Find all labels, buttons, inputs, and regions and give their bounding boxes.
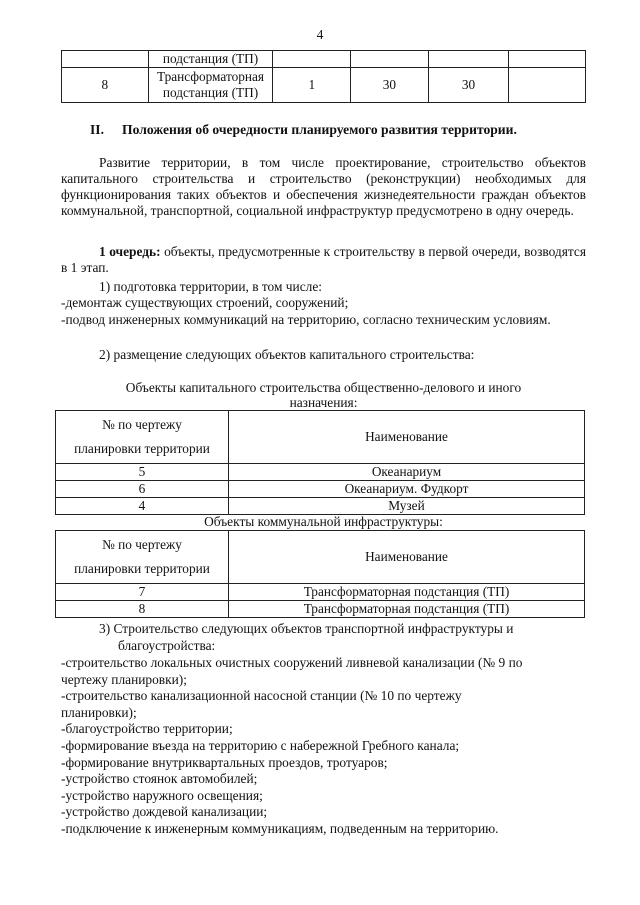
list-item: -демонтаж существующих строений, сооружений; — [61, 295, 349, 310]
header-line: № по чертежу — [102, 537, 182, 552]
list-item: -формирование въезда на территорию с набережной Гребного канала; — [61, 737, 460, 753]
list-item: -подвод инженерных коммуникаций на территорию, согласно техническим условиям. — [61, 312, 551, 327]
list-item: 1) подготовка территории, в том числе: — [99, 279, 322, 294]
table-row — [56, 498, 585, 515]
page-number: 4 — [316, 27, 324, 42]
list-item: -подключение к инженерным коммуникациям, подведенным на территорию. — [61, 820, 499, 836]
table-cell — [62, 51, 149, 68]
table-cell: Океанариум. Фудкорт — [229, 481, 585, 498]
table-header-cell: Наименование — [229, 411, 585, 464]
table-row — [62, 68, 586, 103]
table-cell: подстанция (ТП) — [148, 51, 273, 68]
table-cell: 4 — [56, 498, 229, 515]
table-cell: 30 — [351, 68, 429, 103]
list-item: -строительство локальных очистных сооружений ливневой канализации (№ 9 по — [61, 655, 523, 670]
list-item: чертежу планировки); — [61, 671, 187, 687]
stage-paragraph — [61, 244, 586, 276]
table-cell: 8 — [62, 68, 149, 103]
stage-text: объекты, предусмотренные к строительству в первой очереди, возводятся в 1 этап. — [61, 244, 586, 275]
table-header-row — [56, 411, 585, 464]
list-item: -устройство стоянок автомобилей; — [61, 771, 258, 787]
list-item: 2) размещение следующих объектов капитального строительства: — [99, 347, 475, 362]
table-row — [56, 601, 585, 618]
list-item: благоустройства: — [118, 638, 216, 653]
table-cell — [351, 51, 429, 68]
table-header-cell — [56, 411, 229, 464]
list-item: -устройство наружного освещения; — [61, 787, 263, 803]
table-objects — [55, 410, 585, 515]
list-item: -благоустройство территории; — [61, 721, 233, 737]
transport-list — [61, 655, 601, 838]
table-cell: Трансформаторная подстанция (ТП) — [229, 584, 585, 601]
intro-paragraph: Развитие территории, в том числе проектирование, строительство объектов капитального строительства и строительство (реконструкции) необходимых для функционирования таких объектов и обеспечения жизнедеятельности граждан объектов коммунальной, транспортной, социальной инфраструктур предусмотрено в одну очередь. — [61, 155, 586, 218]
cell-line: Трансформаторная — [157, 69, 265, 84]
table-cell: 8 — [56, 601, 229, 618]
table-header-cell — [56, 531, 229, 584]
table-row — [56, 481, 585, 498]
list-item: -строительство канализационной насосной станции (№ 10 по чертежу — [61, 688, 462, 704]
section-number: II. — [90, 122, 104, 137]
table-cell: 1 — [273, 68, 351, 103]
table-caption: назначения: — [289, 395, 358, 410]
list-item: планировки); — [61, 704, 137, 720]
table-cell: Музей — [229, 498, 585, 515]
table-communal — [55, 530, 585, 618]
table-row — [56, 464, 585, 481]
table-caption: Объекты коммунальной инфраструктуры: — [204, 514, 443, 529]
cell-line: подстанция (ТП) — [162, 85, 259, 100]
header-line: планировки территории — [74, 561, 210, 576]
table-row — [56, 584, 585, 601]
table-cell: 6 — [56, 481, 229, 498]
table-cell — [428, 51, 509, 68]
table-cell: 7 — [56, 584, 229, 601]
table-caption: Объекты капитального строительства общественно-делового и иного — [125, 380, 522, 395]
list-item: -формирование внутриквартальных проездов, тротуаров; — [61, 754, 388, 770]
table-cell: 30 — [428, 68, 509, 103]
table-header-cell: Наименование — [229, 531, 585, 584]
list-item: -устройство дождевой канализации; — [61, 804, 268, 820]
table-cell: 5 — [56, 464, 229, 481]
section-title: Положения об очередности планируемого развития территории. — [122, 122, 517, 137]
section-heading — [90, 122, 517, 138]
table-row — [62, 51, 586, 68]
table-header-row — [56, 531, 585, 584]
table-cell — [148, 68, 273, 103]
table-cell — [509, 68, 586, 103]
table-cell: Трансформаторная подстанция (ТП) — [229, 601, 585, 618]
table-cell — [273, 51, 351, 68]
list-item: 3) Строительство следующих объектов транспортной инфраструктуры и — [99, 621, 514, 636]
table-cell — [509, 51, 586, 68]
header-line: планировки территории — [74, 441, 210, 456]
table-top — [61, 50, 586, 103]
stage-label: 1 очередь: — [99, 244, 161, 259]
table-cell: Океанариум — [229, 464, 585, 481]
header-line: № по чертежу — [102, 417, 182, 432]
